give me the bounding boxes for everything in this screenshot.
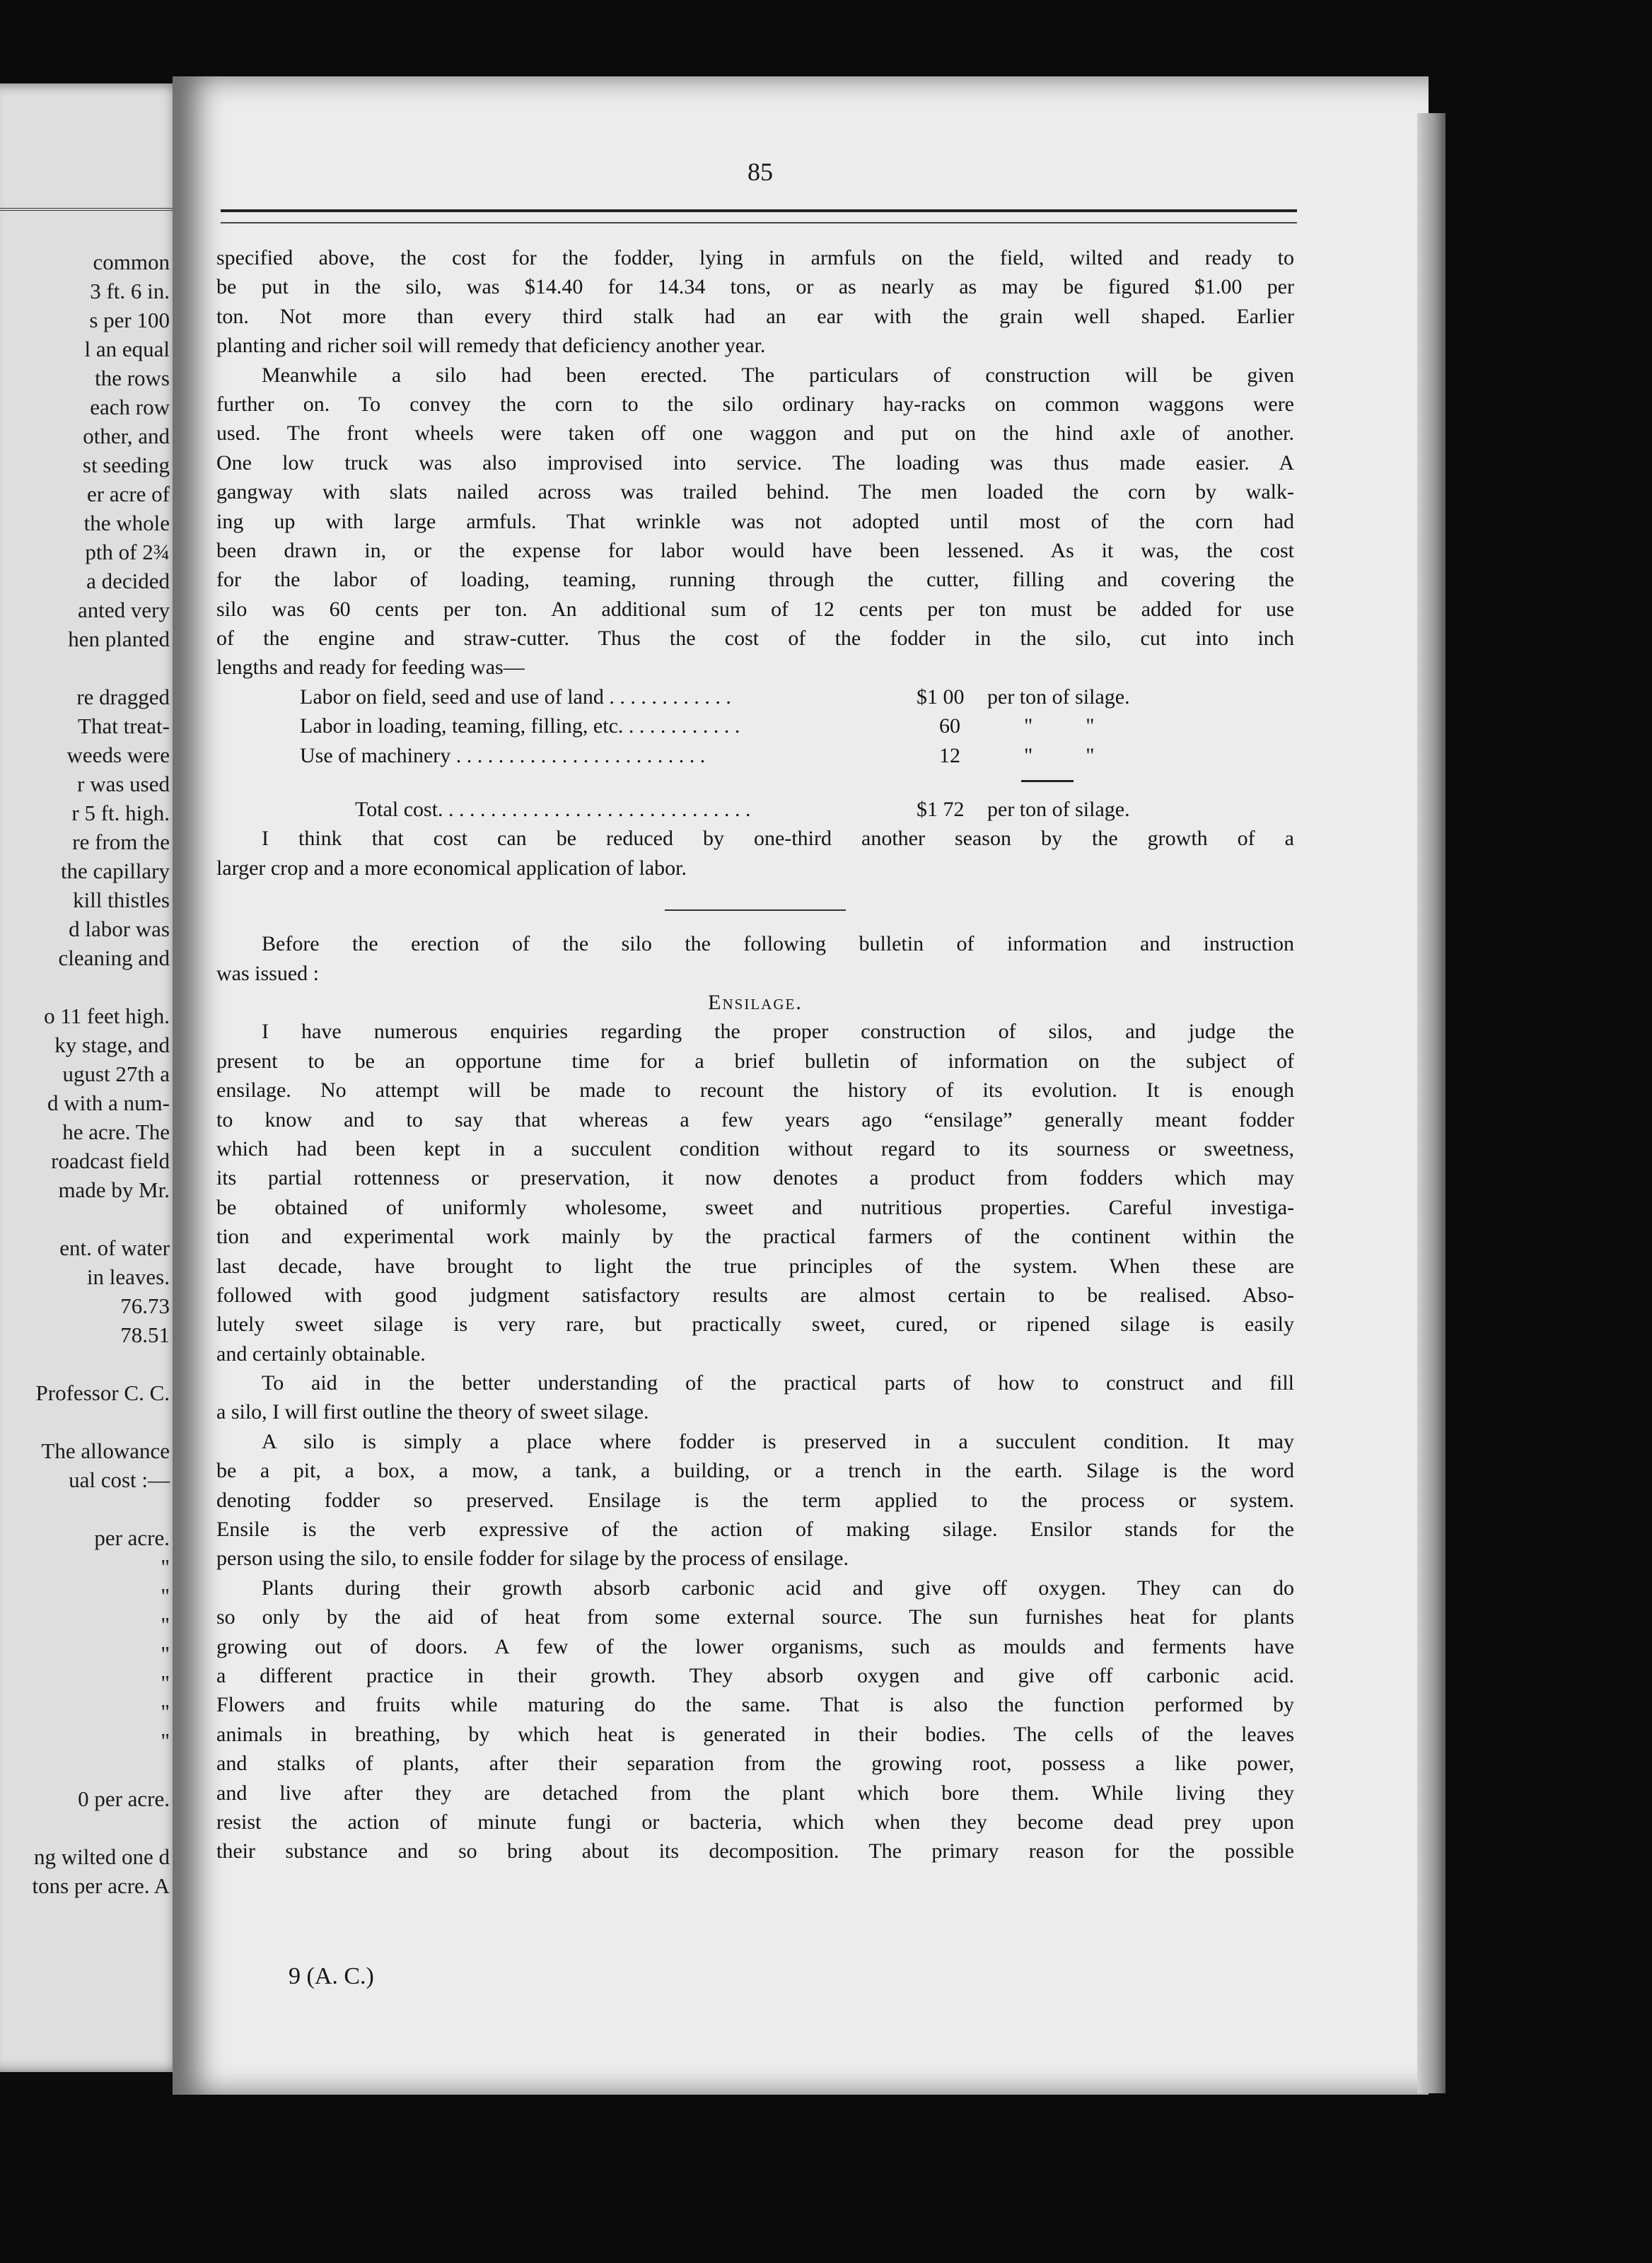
- text-line: for the labor of loading, teaming, running through the cutter, filling and covering the: [216, 568, 1294, 592]
- text-line: their substance and so bring about its decomposition. The primary reason for the possible: [216, 1839, 1294, 1863]
- cost-label: Use of machinery . . . . . . . . . . . . . . . . . . . . . . . .: [300, 743, 706, 767]
- text-line: gangway with slats nailed across was trailed behind. The men loaded the corn by walk-: [216, 480, 1294, 504]
- left-page-text: [0, 248, 170, 1900]
- text-line: and certainly obtainable.: [216, 1342, 426, 1366]
- text-line: ensilage. No attempt will be made to recount the history of its evolution. It is enough: [216, 1078, 1294, 1103]
- text-line: further on. To convey the corn to the silo ordinary hay-racks on common waggons were: [216, 392, 1294, 416]
- left-page-line: 0 per acre.: [78, 1786, 170, 1811]
- cost-row: [300, 682, 1294, 711]
- left-page-line: ": [161, 1699, 170, 1724]
- left-page-header-rule: [0, 208, 177, 215]
- cost-unit: " ": [1024, 714, 1095, 738]
- cost-amount: $1 00: [917, 685, 965, 709]
- left-page-line: other, and: [83, 424, 170, 448]
- left-page-line: [0, 1755, 170, 1784]
- left-page-line: st seeding: [82, 453, 170, 477]
- page-number: 85: [748, 158, 773, 186]
- paragraph-cost-fodder: [216, 243, 1294, 361]
- paragraph-enquiries: [216, 1017, 1294, 1368]
- text-line: used. The front wheels were taken off one waggon and put on the hind axle of another.: [216, 421, 1294, 446]
- left-page-line: ng wilted one d: [34, 1844, 170, 1869]
- text-line: followed with good judgment satisfactory results are almost certain to be realised. Abso-: [216, 1283, 1294, 1307]
- text-line: was issued :: [216, 961, 319, 985]
- text-line: larger crop and a more economical application of labor.: [216, 856, 687, 880]
- page-edge-shadow: [1417, 113, 1446, 2093]
- left-page-line: er acre of: [86, 482, 170, 506]
- left-page-line: re dragged: [76, 685, 170, 709]
- left-page-line: The allowance: [41, 1438, 170, 1463]
- text-line: silo was 60 cents per ton. An additional sum of 12 cents per ton must be added for use: [216, 597, 1294, 621]
- text-line: planting and richer soil will remedy that deficiency another year.: [216, 334, 766, 358]
- left-page-line: roadcast field: [51, 1148, 170, 1173]
- text-line: lutely sweet silage is very rare, but practically sweet, cured, or ripened silage is easily: [216, 1313, 1294, 1337]
- left-page-line: r was used: [77, 772, 170, 796]
- text-line: A silo is simply a place where fodder is preserved in a succulent condition. It may: [262, 1429, 1294, 1453]
- cost-total-row: [300, 795, 1294, 824]
- text-line: and stalks of plants, after their separation from the growing root, possess a like power,: [216, 1752, 1294, 1776]
- left-page-line: [0, 1204, 170, 1233]
- left-page-line: [0, 972, 170, 1001]
- left-page-line: made by Mr.: [58, 1177, 170, 1202]
- paragraph-silo-definition: [216, 1427, 1294, 1573]
- left-page-line: in leaves.: [86, 1264, 170, 1289]
- cost-amount: 12: [939, 743, 960, 767]
- left-page-line: [0, 1407, 170, 1436]
- page-body: [216, 243, 1294, 1866]
- cost-row: [300, 741, 1294, 770]
- left-page-line: ugust 27th a: [62, 1061, 170, 1086]
- text-line: be put in the silo, was $14.40 for 14.34 tons, or as nearly as may be figured $1.00 per: [216, 275, 1294, 299]
- left-page-line: That treat-: [78, 714, 170, 738]
- text-line: Meanwhile a silo had been erected. The particulars of construction will be given: [262, 363, 1294, 387]
- left-page-line: the capillary: [60, 859, 170, 883]
- text-line: of the engine and straw-cutter. Thus the cost of the fodder in the silo, cut into inch: [216, 627, 1294, 651]
- text-line: ton. Not more than every third stalk had an ear with the grain well shaped. Earlier: [216, 304, 1294, 328]
- left-page-line: cleaning and: [58, 946, 170, 970]
- text-line: be a pit, a box, a mow, a tank, a building, or a trench in the earth. Silage is the word: [216, 1459, 1294, 1483]
- cost-table: [216, 682, 1294, 825]
- left-page-line: r 5 ft. high.: [71, 801, 170, 825]
- left-page-line: the rows: [95, 366, 170, 390]
- left-page-line: a decided: [86, 569, 170, 593]
- text-line: lengths and ready for feeding was—: [216, 656, 525, 680]
- text-line: To aid in the better understanding of the practical parts of how to construct and fill: [262, 1371, 1294, 1395]
- cost-unit: " ": [1024, 743, 1095, 767]
- left-page-line: 76.73: [120, 1293, 170, 1318]
- text-line: its partial rottenness or preservation, it now denotes a product from fodders which may: [216, 1166, 1294, 1190]
- left-page-line: ": [161, 1670, 170, 1695]
- text-line: a different practice in their growth. They absorb oxygen and give off carbonic acid.: [216, 1663, 1294, 1687]
- left-page-line: ": [161, 1583, 170, 1608]
- text-line: growing out of doors. A few of the lower organisms, such as moulds and ferments have: [216, 1634, 1294, 1658]
- cost-total-unit: per ton of silage.: [987, 798, 1130, 822]
- left-page-line: ": [161, 1728, 170, 1753]
- left-page-line: each row: [90, 395, 170, 419]
- left-page-line: [0, 653, 170, 682]
- left-page-line: ": [161, 1612, 170, 1637]
- section-divider: [665, 909, 846, 911]
- paragraph-bulletin-intro: [216, 929, 1294, 988]
- text-line: ing up with large armfuls. That wrinkle was not adopted until most of the corn had: [216, 509, 1294, 533]
- left-page-line: common: [93, 250, 170, 274]
- cost-label: Labor on field, seed and use of land . . . . . . . . . . . .: [300, 685, 731, 709]
- text-line: Ensile is the verb expressive of the action of making silage. Ensilor stands for the: [216, 1518, 1294, 1542]
- text-line: Flowers and fruits while maturing do the same. That is also the function performed by: [216, 1693, 1294, 1717]
- left-page-line: weeds were: [66, 743, 170, 767]
- text-line: person using the silo, to ensile fodder for silage by the process of ensilage.: [216, 1547, 849, 1571]
- left-page-line: [0, 1813, 170, 1842]
- left-page-line: ": [161, 1641, 170, 1666]
- text-line: been drawn in, or the expense for labor would have been lessened. As it was, the cost: [216, 538, 1294, 562]
- left-page-line: 78.51: [120, 1322, 170, 1347]
- text-line: be obtained of uniformly wholesome, sweet and nutritious properties. Careful investiga-: [216, 1195, 1294, 1219]
- paragraph-theory-intro: [216, 1368, 1294, 1427]
- text-line: Before the erection of the silo the following bulletin of information and instruction: [262, 932, 1294, 956]
- sum-rule: [1021, 780, 1074, 795]
- text-line: tion and experimental work mainly by the practical farmers of the continent within the: [216, 1225, 1294, 1249]
- left-page-line: ual cost :—: [69, 1467, 170, 1492]
- left-page-line: kill thistles: [73, 888, 170, 912]
- left-page-line: pth of 2¾: [85, 540, 170, 564]
- paragraph-reduce-cost: [216, 824, 1294, 883]
- left-page-line: ": [161, 1554, 170, 1579]
- text-line: specified above, the cost for the fodder, lying in armfuls on the field, wilted and ready to: [216, 246, 1294, 269]
- left-page-line: l an equal: [84, 337, 170, 361]
- text-line: and live after they are detached from the plant which bore them. While living they: [216, 1781, 1294, 1805]
- text-line: animals in breathing, by which heat is generated in their bodies. The cells of the leaves: [216, 1722, 1294, 1746]
- cost-total-label: Total cost. . . . . . . . . . . . . . . . . . . . . . . . . . . . . .: [355, 798, 751, 822]
- section-heading: Ensilage.: [708, 990, 803, 1014]
- left-page-line: Professor C. C.: [35, 1380, 170, 1405]
- left-page-line: hen planted: [68, 627, 170, 651]
- text-line: resist the action of minute fungi or bacteria, which when they become dead prey upon: [216, 1810, 1294, 1834]
- left-page-line: s per 100: [89, 308, 170, 332]
- left-page-line: ent. of water: [59, 1235, 170, 1260]
- cost-total-amount: $1 72: [917, 798, 965, 822]
- text-line: One low truck was also improvised into service. The loading was thus made easier. A: [216, 450, 1294, 475]
- left-page-line: anted very: [78, 598, 170, 622]
- left-page-line: the whole: [83, 511, 170, 535]
- text-line: a silo, I will first outline the theory of sweet silage.: [216, 1400, 649, 1424]
- left-page-line: o 11 feet high.: [44, 1003, 170, 1028]
- left-page-line: [0, 1349, 170, 1378]
- left-page-line: re from the: [72, 830, 170, 854]
- text-line: Plants during their growth absorb carbonic acid and give off oxygen. They can do: [262, 1576, 1294, 1600]
- left-page-line: tons per acre. A: [32, 1873, 170, 1898]
- left-page-line: he acre. The: [62, 1119, 170, 1144]
- cost-row: [300, 711, 1294, 740]
- cost-label: Labor in loading, teaming, filling, etc. . . . . . . . . . . .: [300, 714, 740, 738]
- cost-unit: per ton of silage.: [987, 685, 1130, 709]
- paragraph-silo-erected: [216, 361, 1294, 682]
- text-line: to know and to say that whereas a few years ago “ensilage” generally meant fodder: [216, 1107, 1294, 1132]
- header-rule: [221, 209, 1297, 223]
- text-line: last decade, have brought to light the true principles of the system. When these are: [216, 1254, 1294, 1278]
- left-facing-page: [0, 83, 185, 2072]
- left-page-line: 3 ft. 6 in.: [90, 279, 170, 303]
- text-line: present to be an opportune time for a brief bulletin of information on the subject of: [216, 1049, 1294, 1073]
- text-line: I have numerous enquiries regarding the proper construction of silos, and judge the: [262, 1020, 1294, 1044]
- left-page-line: d labor was: [69, 917, 170, 941]
- left-page-line: ky stage, and: [54, 1032, 170, 1057]
- signature-mark: 9 (A. C.): [289, 1963, 374, 1989]
- text-line: I think that cost can be reduced by one-third another season by the growth of a: [262, 827, 1294, 851]
- cost-amount: 60: [939, 714, 960, 738]
- text-line: which had been kept in a succulent condition without regard to its sourness or sweetness,: [216, 1136, 1294, 1160]
- paragraph-plant-growth: [216, 1573, 1294, 1866]
- left-page-line: per acre.: [94, 1525, 170, 1550]
- text-line: denoting fodder so preserved. Ensilage is the term applied to the process or system.: [216, 1488, 1294, 1512]
- left-page-line: [0, 1494, 170, 1523]
- left-page-line: d with a num-: [47, 1090, 170, 1115]
- text-line: so only by the aid of heat from some external source. The sun furnishes heat for plants: [216, 1605, 1294, 1629]
